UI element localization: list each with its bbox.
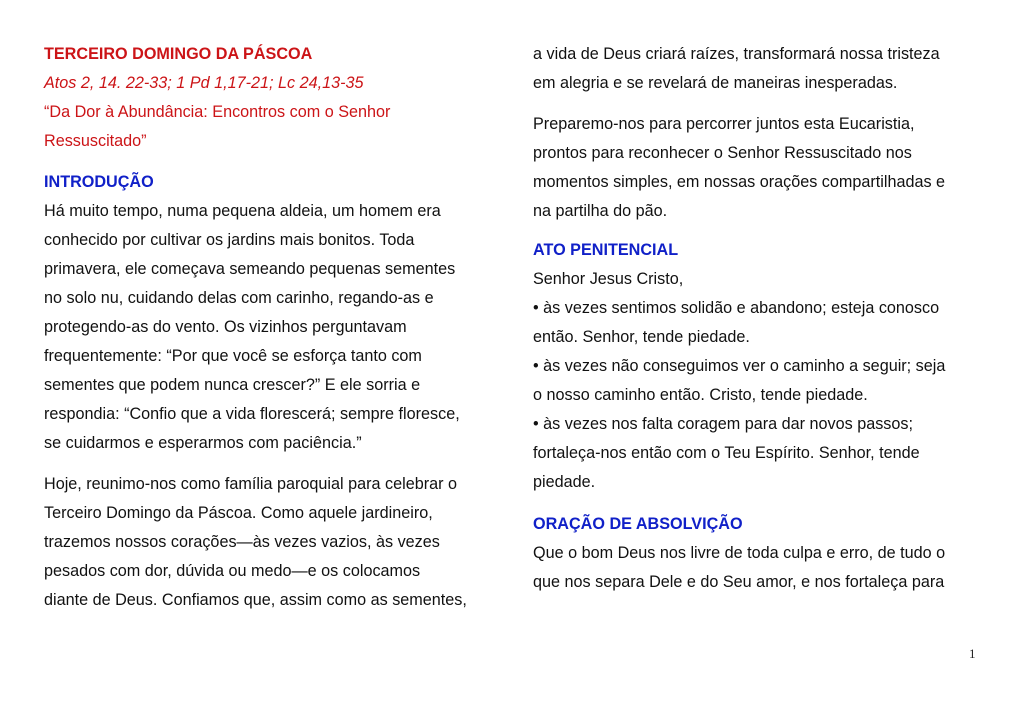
text-line: conhecido por cultivar os jardins mais bonitos. Toda	[44, 231, 415, 249]
heading-ato-penitencial: ATO PENITENCIAL	[533, 241, 679, 259]
text-line: pesados com dor, dúvida ou medo—e os colocamos	[44, 562, 421, 580]
document-title: TERCEIRO DOMINGO DA PÁSCOA	[44, 45, 313, 63]
text-line: piedade.	[533, 473, 596, 491]
text-line: sementes que podem nunca crescer?” E ele sorria e	[44, 376, 421, 394]
text-line: trazemos nossos corações—às vezes vazios, às vezes	[44, 533, 440, 551]
text-line: • às vezes não conseguimos ver o caminho a seguir; seja	[533, 357, 946, 375]
text-line: Que o bom Deus nos livre de toda culpa e erro, de tudo o	[533, 544, 946, 562]
text-line: em alegria e se revelará de maneiras inesperadas.	[533, 74, 898, 92]
theme-line-1: “Da Dor à Abundância: Encontros com o Senhor	[44, 103, 391, 121]
text-line: se cuidarmos e esperarmos com paciência.”	[44, 434, 362, 452]
text-line: diante de Deus. Confiamos que, assim como as sementes,	[44, 591, 467, 609]
text-line: na partilha do pão.	[533, 202, 668, 220]
text-line: prontos para reconhecer o Senhor Ressuscitado nos	[533, 144, 912, 162]
text-line: Há muito tempo, numa pequena aldeia, um homem era	[44, 202, 441, 220]
text-line: momentos simples, em nossas orações compartilhadas e	[533, 173, 946, 191]
text-line: fortaleça-nos então com o Teu Espírito. Senhor, tende	[533, 444, 920, 462]
readings-reference: Atos 2, 14. 22-33; 1 Pd 1,17-21; Lc 24,13-35	[44, 74, 364, 92]
text-line: • às vezes nos falta coragem para dar novos passos;	[533, 415, 913, 433]
text-line: Preparemo-nos para percorrer juntos esta Eucaristia,	[533, 115, 915, 133]
text-line: então. Senhor, tende piedade.	[533, 328, 750, 346]
text-line: no solo nu, cuidando delas com carinho, regando-as e	[44, 289, 434, 307]
text-line: que nos separa Dele e do Seu amor, e nos fortaleça para	[533, 573, 945, 591]
text-line: Hoje, reunimo-nos como família paroquial para celebrar o	[44, 475, 457, 493]
text-line: frequentemente: “Por que você se esforça tanto com	[44, 347, 422, 365]
text-line: Terceiro Domingo da Páscoa. Como aquele jardineiro,	[44, 504, 433, 522]
page-number: 1	[969, 646, 976, 661]
text-line: protegendo-as do vento. Os vizinhos perguntavam	[44, 318, 407, 336]
heading-oracao-absolvicao: ORAÇÃO DE ABSOLVIÇÃO	[533, 515, 743, 533]
text-line: • às vezes sentimos solidão e abandono; esteja conosco	[533, 299, 940, 317]
text-line: o nosso caminho então. Cristo, tende piedade.	[533, 386, 868, 404]
text-line: respondia: “Confio que a vida florescerá; sempre floresce,	[44, 405, 460, 423]
heading-introducao: INTRODUÇÃO	[44, 173, 154, 191]
text-line: primavera, ele começava semeando pequenas sementes	[44, 260, 456, 278]
theme-line-2: Ressuscitado”	[44, 132, 147, 150]
text-line: a vida de Deus criará raízes, transformará nossa tristeza	[533, 45, 940, 63]
text-line: Senhor Jesus Cristo,	[533, 270, 684, 288]
